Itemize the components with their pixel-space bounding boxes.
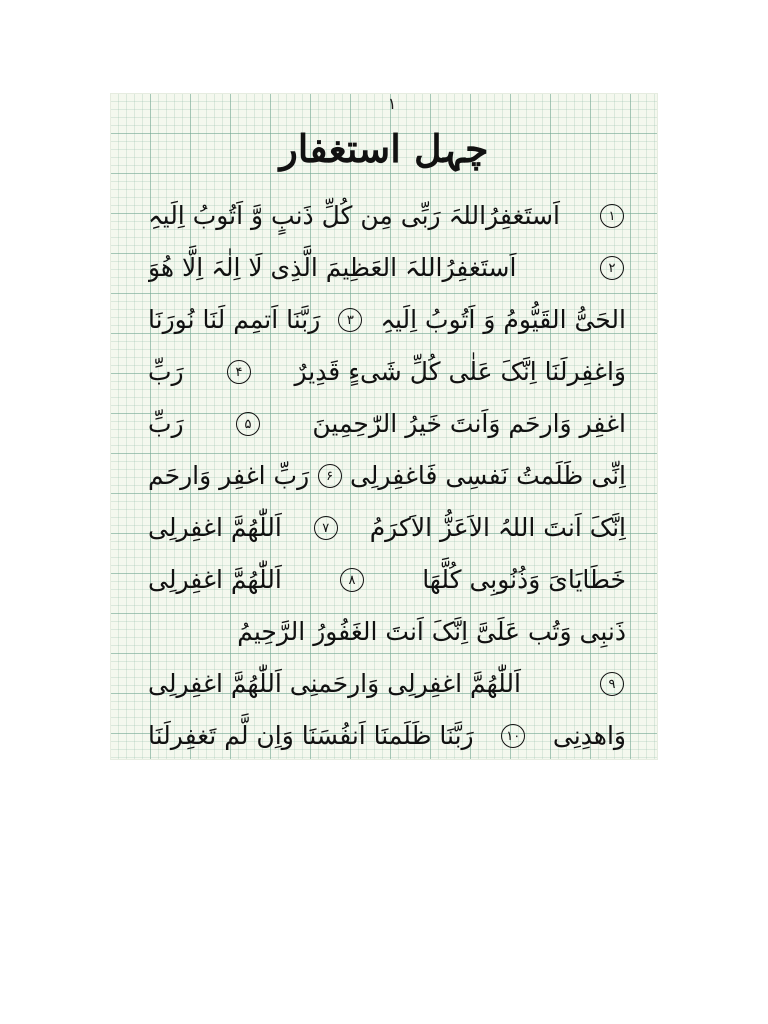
verse-number: ۱۰ — [501, 724, 525, 748]
text-line — [148, 294, 626, 346]
line-text: اِنِّی ظَلَمتُ نَفسِی فَاغفِرلِی — [349, 461, 626, 490]
verse-number: ۸ — [340, 568, 364, 592]
verse-number: ۶ — [318, 464, 342, 488]
text-line — [148, 242, 626, 294]
text-lines — [148, 190, 626, 762]
verse-number: ۴ — [227, 360, 251, 384]
text-line — [148, 398, 626, 450]
line-text: رَبَّنَا اَتمِم لَنَا نُورَنَا — [148, 305, 321, 334]
line-text: اغفِر وَارحَم وَاَنتَ خَیرُ الرّٰحِمِینَ — [312, 409, 626, 438]
line-text: وَاھدِنِی — [552, 721, 626, 750]
line-text: اَللّٰھُمَّ اغفِرلِی وَارحَمنِی اَللّٰھُمَّ اغفِرلِی — [148, 669, 521, 698]
line-text: اَستَغفِرُاللہَ العَظِیمَ الَّذِی لَا اِلٰہَ اِلَّا ھُوَ — [148, 253, 517, 282]
text-line — [148, 190, 626, 242]
line-text: رَبِّ — [148, 357, 184, 386]
page-number: ۱ — [387, 94, 397, 113]
line-text: الحَیُّ القَیُّومُ وَ اَتُوبُ اِلَیہِ — [380, 305, 626, 334]
text-line — [148, 606, 626, 658]
line-text: رَبَّنَا ظَلَمنَا اَنفُسَنَا وَاِن لَّم تَغفِرلَنَا — [148, 721, 474, 750]
line-text: اَللّٰھُمَّ اغفِرلِی — [148, 565, 282, 594]
verse-number: ۹ — [600, 672, 624, 696]
verse-number: ۲ — [600, 256, 624, 280]
text-line — [148, 658, 626, 710]
line-text: اِنَّکَ اَنتَ اللہُ الاَعَزُّ الاَکرَمُ — [369, 513, 626, 542]
text-line — [148, 502, 626, 554]
verse-number: ۵ — [236, 412, 260, 436]
text-line — [148, 346, 626, 398]
text-line — [148, 450, 626, 502]
verse-number: ۷ — [314, 516, 338, 540]
line-text: وَاغفِرلَنَا اِنَّکَ عَلٰی کُلِّ شَیءٍ قَدِیرٌ — [294, 357, 626, 386]
page-title: چہل استغفار — [279, 126, 489, 171]
text-line — [148, 710, 626, 762]
verse-number: ۳ — [338, 308, 362, 332]
line-text: رَبِّ اغفِر وَارحَم — [148, 461, 310, 490]
line-text: خَطَایَایَ وَذُنُوبِی کُلَّھَا — [422, 565, 626, 594]
verse-number: ۱ — [600, 204, 624, 228]
line-text: اَللّٰھُمَّ اغفِرلِی — [148, 513, 282, 542]
line-text: ذَنبِی وَتُب عَلَیَّ اِنَّکَ اَنتَ الغَفُورُ الرَّحِیمُ — [237, 617, 626, 646]
text-line — [148, 554, 626, 606]
line-text: رَبِّ — [148, 409, 184, 438]
line-text: اَستَغفِرُاللہَ رَبِّی مِن کُلِّ ذَنبٍ وَّ اَتُوبُ اِلَیہِ — [148, 201, 560, 230]
